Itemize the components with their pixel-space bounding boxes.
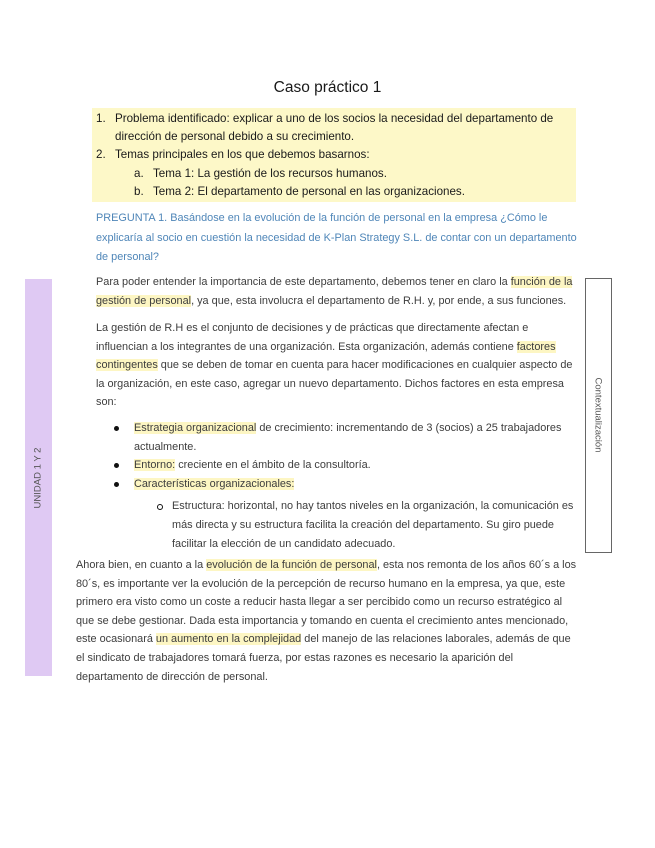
highlight: Características organizacionales: <box>134 477 295 490</box>
highlight: función de la gestión de personal <box>96 276 573 307</box>
sub-list-letter: b. <box>134 184 144 198</box>
text: de crecimiento: incrementando de 3 (socios) a 25 trabajadores actualmente. <box>134 422 562 453</box>
text: Ahora bien, en cuanto a la <box>76 559 207 571</box>
sub-list-item <box>96 165 566 183</box>
bullet-item <box>112 456 582 475</box>
highlight: Estrategia organizacional <box>134 422 257 434</box>
text: que se deben de tomar en cuenta para hacer modificaciones en cualquier aspecto de la organización, en este caso, agregar un nuevo departamento. Dichos factores en esta empresa son: <box>96 359 573 409</box>
text: Para poder entender la importancia de este departamento, debemos tener en claro la <box>96 276 511 288</box>
list-item <box>96 146 566 164</box>
list-item <box>96 110 566 146</box>
sub-list-item <box>96 183 566 201</box>
list-text: Problema identificado: explicar a uno de los socios la necesidad del departamento de dirección de personal debido a su crecimiento. <box>115 112 554 144</box>
bullet-circle <box>157 504 163 510</box>
sub-list-letter: a. <box>134 166 144 180</box>
bullet-dot <box>114 426 119 431</box>
sub-list-text: Tema 2: El departamento de personal en las organizaciones. <box>153 184 465 198</box>
text: creciente en el ámbito de la consultoría. <box>175 459 371 472</box>
factor-list <box>112 419 582 553</box>
text: La gestión de R.H es el conjunto de decisiones y de prácticas que directamente afectan e influencian a los integrantes de una organización. Esta organización, además contiene <box>96 322 529 353</box>
bullet-item <box>112 475 582 494</box>
text: , ya que, esta involucra el departamento de R.H. y, por ende, a sus funciones. <box>191 294 567 307</box>
bullet-dot <box>114 463 119 468</box>
text: , esta nos remonta de los años 60´s a los 80´s, es importante ver la evolución de la percepción de recurso humano en la empresa, ya que, este primero era visto como un coste a reducir hasta llegar a ser percibido como un recurso estratégico al que se debe gestionar. Dada esta importancia y tomando en cuenta el crecimiento antes mencionado, este ocasionará <box>76 559 577 646</box>
paragraph-3 <box>76 556 581 686</box>
question-text: PREGUNTA 1. Basándose en la evolución de la función de personal en la empresa ¿Cómo le explicaría al socio en cuestión la necesidad de K-Plan Strategy S.L. de contar con un departamento de personal? <box>96 212 577 263</box>
list-number: 1. <box>96 112 106 125</box>
page-title: Caso práctico 1 <box>273 79 382 96</box>
sub-bullet-item <box>112 497 582 553</box>
text: del manejo de las relaciones laborales, además de que el sindicato de trabajadores tomará fuerza, por estas razones es necesario la aparición del departamento de dirección de personal. <box>76 633 571 683</box>
highlight: un aumento en la complejidad <box>155 633 302 646</box>
sub-list-text: Tema 1: La gestión de los recursos humanos. <box>153 166 387 180</box>
paragraph-2 <box>96 319 580 412</box>
bullet-dot <box>114 482 119 487</box>
highlight: factores contingentes <box>96 340 556 372</box>
list-text: Temas principales en los que debemos basarnos: <box>115 148 370 162</box>
list-number: 2. <box>96 148 106 162</box>
highlight: evolución de la función de personal <box>206 559 377 571</box>
context-label: Contextualización <box>592 377 604 453</box>
unit-label: UNIDAD 1 Y 2 <box>32 447 44 509</box>
paragraph-1 <box>96 273 580 310</box>
highlight: Entorno: <box>134 459 176 472</box>
bullet-item <box>112 419 582 456</box>
text: Estructura: horizontal, no hay tantos niveles en la organización, la comunicación es más directa y su estructura facilita la creación del departamento. Su giro puede facilitar la elección de un candidato adecuado. <box>172 500 574 550</box>
problem-list <box>96 110 566 201</box>
